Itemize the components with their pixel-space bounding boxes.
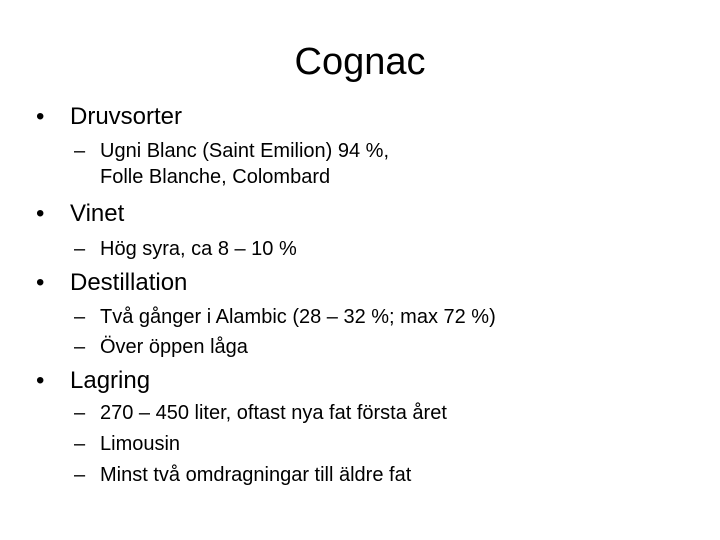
sub-bullet-text: Över öppen låga: [100, 336, 248, 358]
sub-bullet-text: Två gånger i Alambic (28 – 32 %; max 72 %): [100, 306, 496, 328]
dash-icon: –: [74, 433, 86, 455]
bullet-dot-icon: •: [36, 200, 45, 227]
slide-title: Cognac: [294, 41, 426, 83]
bullet-dot-icon: •: [36, 367, 45, 394]
bullet-vinet: [36, 199, 124, 229]
sub-bullet-continuation: Folle Blanche, Colombard: [100, 166, 331, 188]
dash-icon: –: [74, 306, 86, 328]
bullet-heading: Destillation: [70, 269, 188, 296]
bullet-heading: Lagring: [70, 367, 151, 394]
bullet-heading: Vinet: [70, 200, 125, 227]
dash-icon: –: [74, 238, 86, 260]
bullet-druvsorter: [36, 102, 182, 132]
sub-bullet: [74, 462, 411, 488]
bullet-heading: Druvsorter: [70, 103, 183, 130]
sub-bullet: [74, 431, 180, 457]
dash-icon: –: [74, 336, 86, 358]
bullet-destillation: [36, 268, 187, 298]
sub-bullet: [74, 334, 248, 360]
sub-bullet: [74, 236, 297, 262]
bullet-dot-icon: •: [36, 269, 45, 296]
bullet-lagring: [36, 366, 150, 396]
sub-bullet: [74, 304, 496, 330]
sub-bullet-text: Minst två omdragningar till äldre fat: [100, 464, 412, 486]
dash-icon: –: [74, 464, 86, 486]
sub-bullet: [74, 138, 389, 190]
sub-bullet-text: 270 – 450 liter, oftast nya fat första året: [100, 402, 447, 424]
sub-bullet: [74, 400, 447, 426]
bullet-dot-icon: •: [36, 103, 45, 130]
sub-bullet-text: Ugni Blanc (Saint Emilion) 94 %,: [100, 140, 390, 162]
dash-icon: –: [74, 140, 86, 162]
sub-bullet-text: Limousin: [100, 433, 181, 455]
dash-icon: –: [74, 402, 86, 424]
sub-bullet-text: Hög syra, ca 8 – 10 %: [100, 238, 297, 260]
